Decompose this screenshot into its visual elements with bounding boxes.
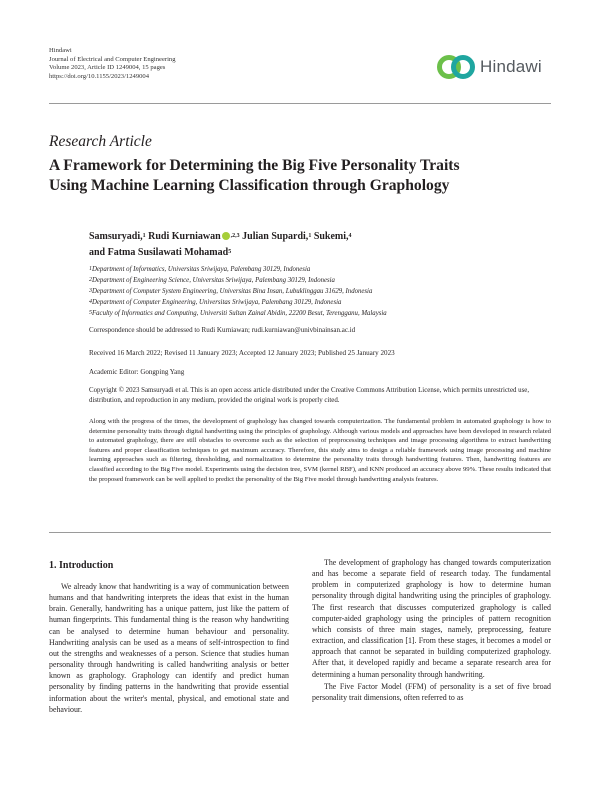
- affiliation-text: Department of Computer System Engineering, Universitas Bina Insan, Lubuklinggau 31629, Indonesia: [92, 287, 373, 295]
- author-affil-sup: ,2,3: [230, 233, 240, 239]
- affiliation-item: [89, 276, 387, 287]
- title-line-2: Using Machine Learning Classification through Graphology: [49, 177, 450, 194]
- right-column: [312, 557, 551, 703]
- hindawi-logo-icon: [436, 47, 480, 87]
- paragraph: The development of graphology has changed towards computerization and has become a separate field of research today. The fundamental problem in computerized graphology is how to determine human personality through digital handwriting using the principles of graphology. The first research that discusses computerized graphology is called computer-aided graphology using the principles of pattern recognition which consists of three main stages, namely, preprocessing, feature extraction, and classification [1]. From these stages, it becomes a model or approach that cannot be separated in building computerized graphology. After that, it developed rapidly and became a separate research area for determining a human personality through handwriting.: [312, 558, 551, 679]
- author-name: Julian Supardi,: [242, 231, 309, 242]
- paragraph: The Five Factor Model (FFM) of personality is a set of five broad personality trait dimensions, often referred to as: [312, 681, 551, 702]
- title-line-1: A Framework for Determining the Big Five Personality Traits: [49, 157, 460, 174]
- affiliation-number: 5: [89, 309, 92, 316]
- correspondence: Correspondence should be addressed to Rudi Kurniawan; rudi.kurniawan@univbinainsan.ac.id: [89, 326, 356, 334]
- hindawi-logo: [436, 47, 556, 87]
- paragraph: We already know that handwriting is a way of communication between humans and that handwriting interprets the ideas that exist in the human brain. Generally, handwriting has a unique pattern, just like the pattern of human fingerprints. This fundamental thing is the reason why handwriting can be analysed to determine human behaviour and personality. Handwriting analysis can be used as a means of self-introspection to find out the strengths and weaknesses of a person. Science that studies human personality through handwriting is called handwriting analysis or better known as graphology. Graphology can identify and predict human personality by finding patterns in the handwriting that provide essential information about the writer's mental, physical, and emotional state and behaviour.: [49, 582, 289, 714]
- affiliation-number: 4: [89, 298, 92, 305]
- copyright-notice: Copyright © 2023 Samsuryadi et al. This is an open access article distributed under the Creative Commons Attribution License, which permits unrestricted use, distribution, and reproduction in any medium, provided the original work is properly cited.: [89, 387, 530, 404]
- affiliation-item: [89, 265, 387, 276]
- author-affil-sup: 4: [348, 233, 352, 239]
- affiliation-item: [89, 309, 387, 320]
- affiliation-text: Department of Informatics, Universitas Sriwijaya, Palembang 30129, Indonesia: [92, 266, 311, 273]
- volume-line: Volume 2023, Article ID 1249004, 15 pages: [49, 64, 166, 72]
- article-type: Research Article: [49, 133, 152, 150]
- publisher-name: Hindawi: [49, 47, 72, 54]
- affiliation-number: 3: [89, 287, 92, 294]
- author-affil-sup: 1: [142, 233, 146, 239]
- abstract-divider: [49, 532, 551, 533]
- section-heading: 1. Introduction: [49, 560, 114, 571]
- left-column: [49, 581, 289, 715]
- logo-text: Hindawi: [480, 57, 542, 76]
- author-name: Samsuryadi,: [89, 231, 143, 242]
- abstract: Along with the progress of the times, the development of graphology has changed towards computerization. The fundamental problem in automated graphology is how to determine personality traits through digital handwriting using the principles of graphology. Although various models and approaches have been developed in research related to automated graphology, there are still obstacles to overcome such as the selection of preprocessing techniques and image processing algorithms to extract handwriting features and proper classification techniques to get maximum accuracy. Therefore, this study aims to design a reliable framework using image processing and machine learning approaches such as filtering, thresholding, and normalization to determine the personality traits through handwriting features. Then, handwriting features are classified according to the Big Five model. Experiments using the decision tree, SVM (kernel RBF), and KNN produced an accuracy above 99%. These results indicated that the proposed framework can be well applied to predict the personality of the Big Five model through handwriting analysis features.: [89, 418, 551, 483]
- affiliation-text: Department of Computer Engineering, Universitas Sriwijaya, Palembang 30129, Indonesia: [92, 298, 342, 306]
- author-affil-sup: 1: [308, 233, 312, 239]
- affiliation-item: [89, 287, 387, 298]
- author-line-1: [89, 229, 352, 245]
- author-affil-sup: 5: [228, 249, 232, 255]
- author-list: [89, 229, 352, 261]
- journal-info: [49, 47, 176, 81]
- author-name: Sukemi,: [313, 231, 349, 242]
- header-divider: [49, 103, 551, 104]
- author-name: and Fatma Susilawati Mohamad: [89, 247, 229, 258]
- journal-name: Journal of Electrical and Computer Engineering: [49, 55, 176, 63]
- author-line-2: [89, 245, 352, 261]
- affiliation-text: Faculty of Informatics and Computing, Universiti Sultan Zainal Abidin, 22200 Besut, Terengganu, Malaysia: [92, 309, 387, 317]
- author-name: Rudi Kurniawan: [148, 231, 221, 242]
- orcid-icon[interactable]: [222, 232, 230, 240]
- affiliation-list: [89, 265, 387, 320]
- affiliation-item: [89, 298, 387, 309]
- affiliation-text: Department of Engineering Science, Universitas Sriwijaya, Palembang 30129, Indonesia: [92, 276, 335, 284]
- affiliation-number: 2: [89, 276, 92, 283]
- academic-editor: Academic Editor: Gongping Yang: [89, 368, 185, 376]
- publication-dates: Received 16 March 2022; Revised 11 January 2023; Accepted 12 January 2023; Published 25 January 2023: [89, 349, 395, 357]
- affiliation-number: 1: [89, 266, 92, 272]
- doi-link[interactable]: https://doi.org/10.1155/2023/1249004: [49, 72, 150, 80]
- article-title: [49, 156, 554, 196]
